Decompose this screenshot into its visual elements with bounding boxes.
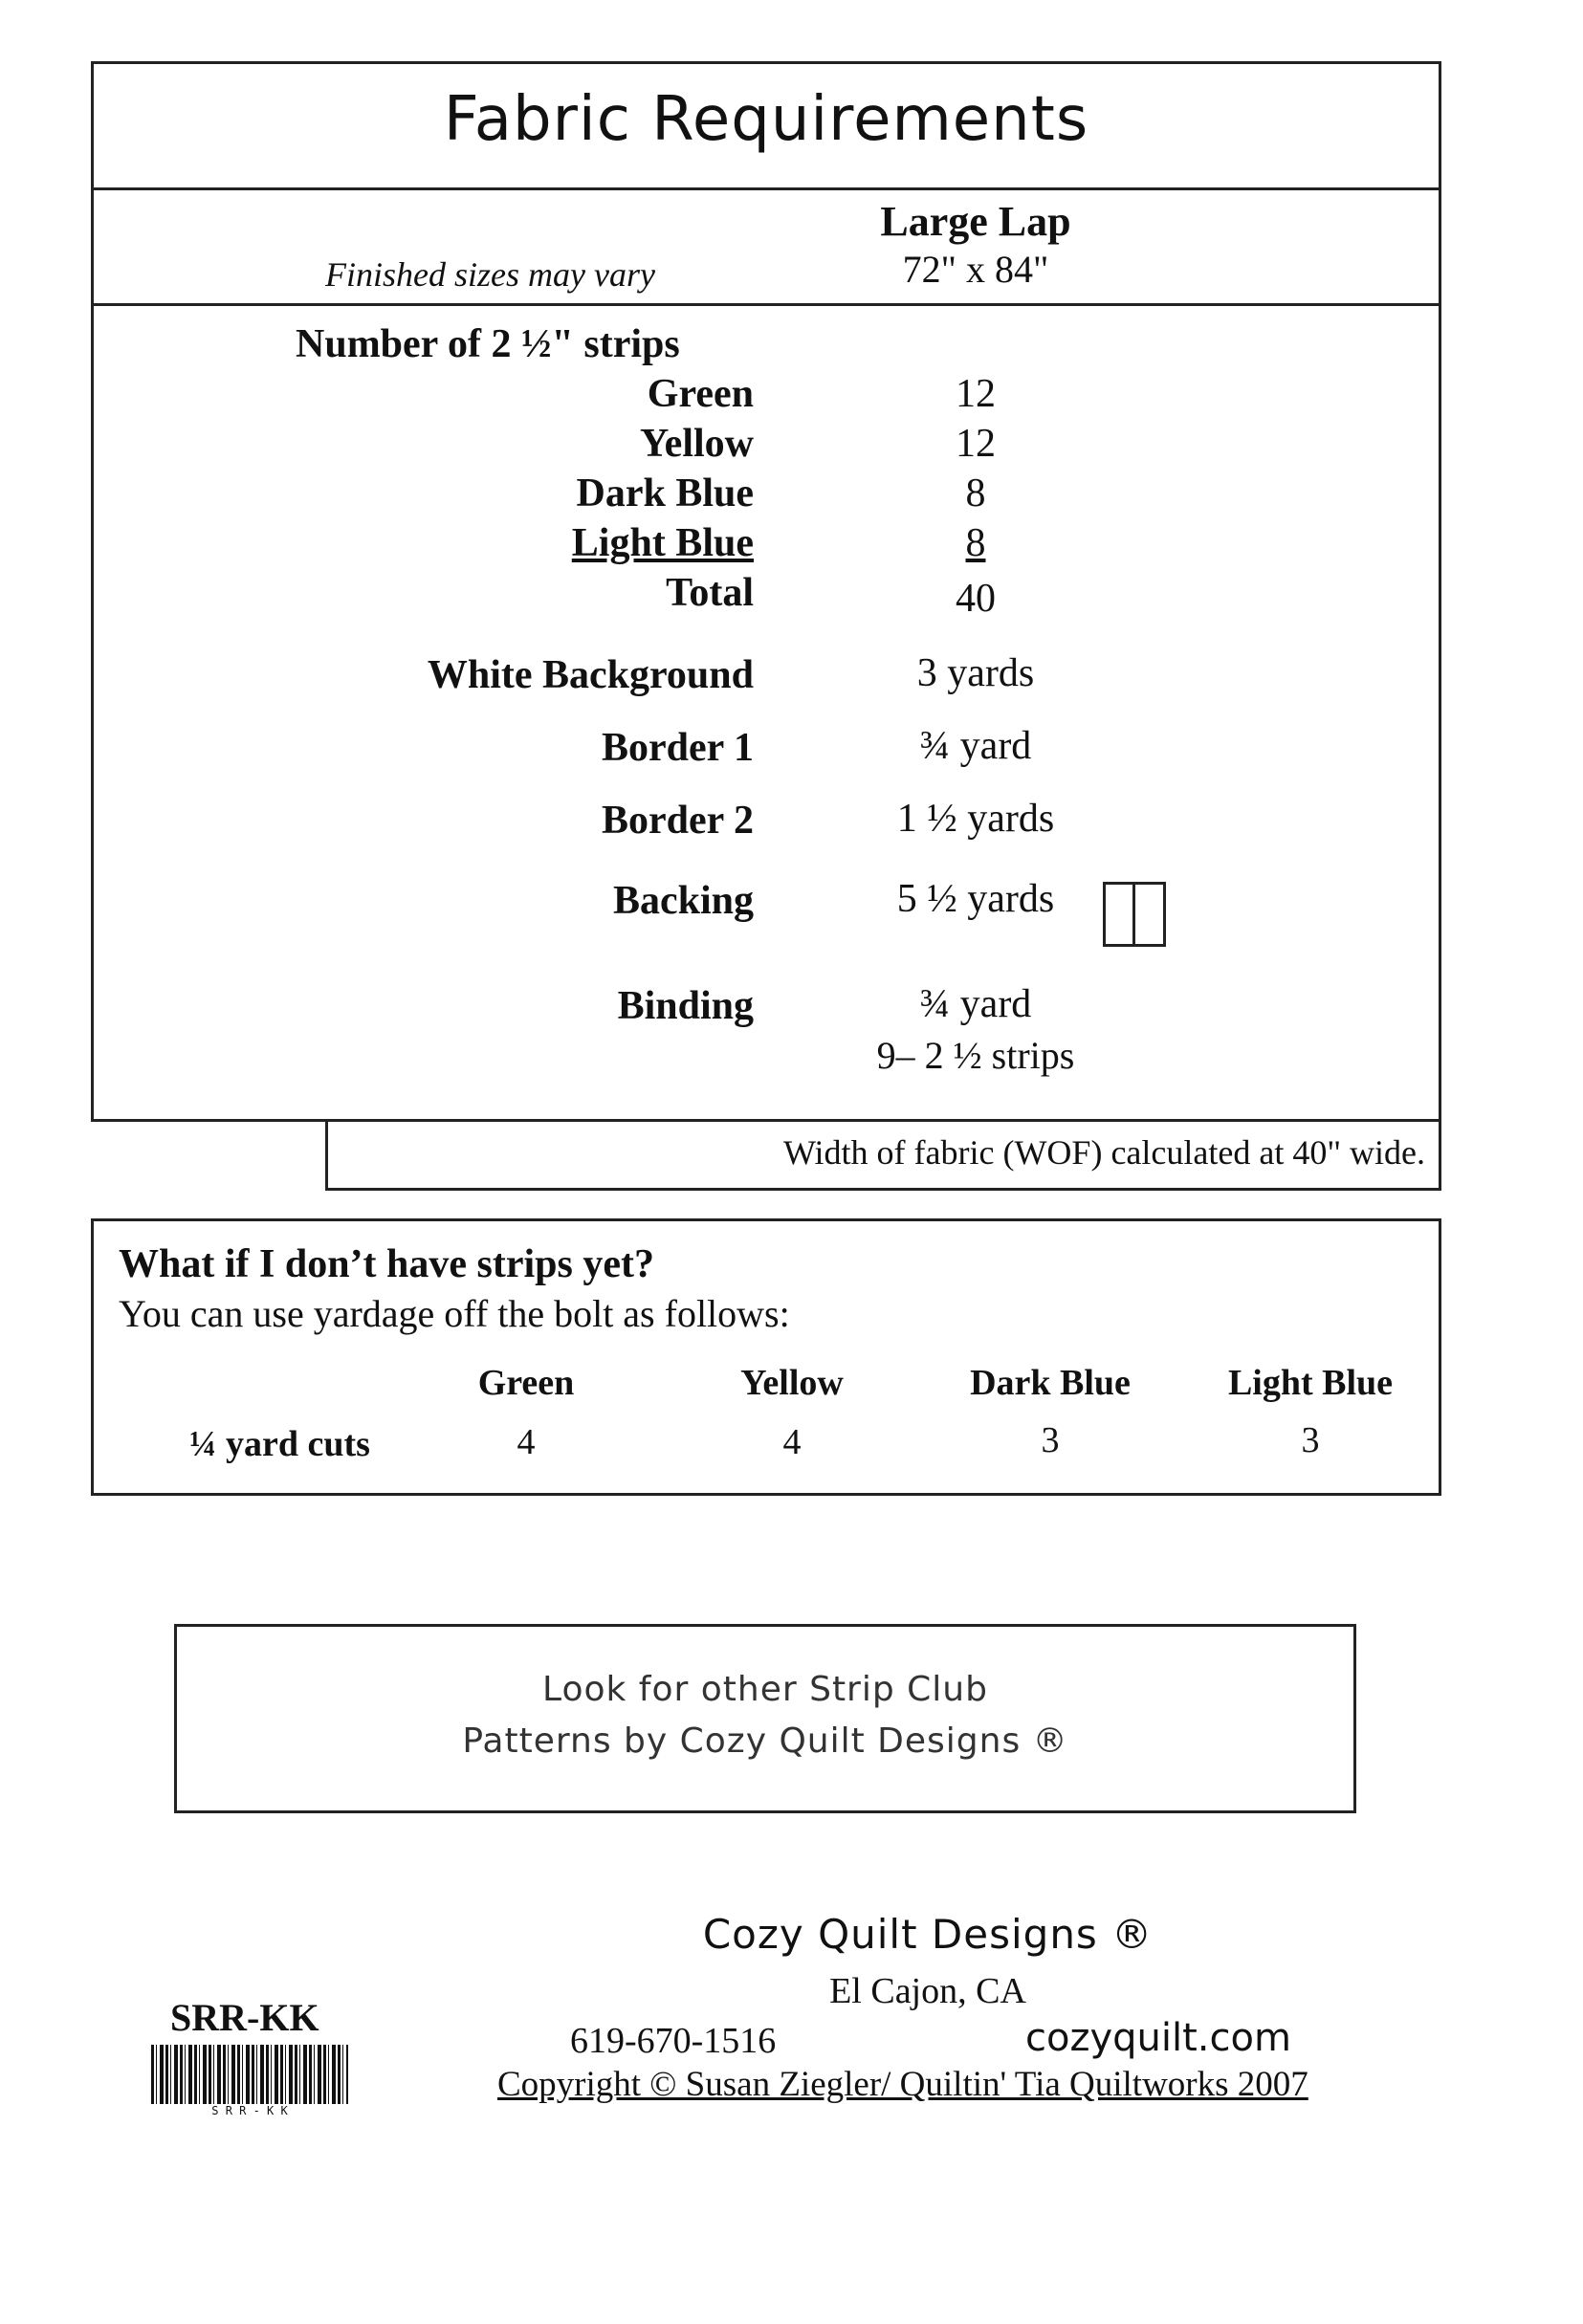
yardage-label-backing: Backing [612, 879, 754, 923]
strip-value-green: 12 [956, 372, 996, 416]
strip-value-yellow: 12 [956, 422, 996, 466]
size-dimensions: 72" x 84" [902, 248, 1049, 291]
strip-label-light-blue: Light Blue [571, 521, 754, 565]
strip-label-dark-blue: Dark Blue [576, 471, 754, 515]
yardage-value-binding: ¾ yard [919, 982, 1032, 1026]
yardage-value-border-1: ¾ yard [919, 724, 1032, 768]
strip-label-light-blue-wrap [287, 520, 754, 566]
company-name: Cozy Quilt Designs ® [702, 1911, 1154, 1958]
size-divider [91, 303, 1441, 306]
strip-label-yellow: Yellow [640, 422, 754, 466]
yardage-label-border-1: Border 1 [601, 726, 754, 770]
yardage-value-binding-strips: 9– 2 ½ strips [876, 1034, 1075, 1077]
copyright-notice: Copyright © Susan Ziegler/ Quiltin' Tia Quiltworks 2007 [497, 2065, 1308, 2104]
cut-value-dark-blue: 3 [1041, 1420, 1060, 1460]
yardage-label-binding: Binding [617, 984, 754, 1028]
promo-line-2: Patterns by Cozy Quilt Designs ® [462, 1721, 1068, 1761]
yardage-label-border-2: Border 2 [601, 799, 754, 843]
strip-value-light-blue: 8 [965, 521, 986, 565]
strip-value-light-blue-wrap [784, 520, 1167, 566]
yardage-label-white-background: White Background [427, 653, 754, 697]
strip-value-total: 40 [956, 577, 996, 621]
promo-line-1: Look for other Strip Club [542, 1670, 988, 1709]
page-title: Fabric Requirements [443, 84, 1089, 155]
barcode [151, 2045, 348, 2104]
wof-note: Width of fabric (WOF) calculated at 40" wide. [783, 1133, 1425, 1172]
cut-column-dark-blue: Dark Blue [970, 1363, 1131, 1403]
cut-value-light-blue: 3 [1301, 1420, 1320, 1460]
product-sku: SRR-KK [170, 1996, 319, 2039]
barcode-text: S R R - K K [211, 2104, 288, 2117]
cut-column-green: Green [477, 1363, 575, 1403]
strip-label-total: Total [666, 571, 754, 615]
yardage-value-white-background: 3 yards [916, 651, 1035, 695]
promo-panel [174, 1624, 1356, 1813]
company-phone: 619-670-1516 [570, 2021, 777, 2061]
yardage-value-backing: 5 ½ yards [896, 877, 1055, 921]
strip-value-dark-blue: 8 [965, 471, 986, 515]
cut-row-label: ¼ yard cuts [189, 1424, 370, 1464]
cut-column-light-blue: Light Blue [1227, 1363, 1394, 1403]
finished-size-note: Finished sizes may vary [325, 255, 655, 294]
cut-value-yellow: 4 [782, 1422, 802, 1462]
cut-column-yellow: Yellow [740, 1363, 844, 1403]
company-location: El Cajon, CA [829, 1971, 1026, 2011]
strips-heading: Number of 2 ½" strips [296, 322, 680, 366]
cut-value-green: 4 [517, 1422, 536, 1462]
strips-subtitle: You can use yardage off the bolt as follows: [119, 1292, 790, 1335]
company-website: cozyquilt.com [1025, 2016, 1291, 2060]
strip-label-green: Green [647, 372, 754, 416]
yardage-value-border-2: 1 ½ yards [896, 797, 1055, 841]
strips-question: What if I don’t have strips yet? [119, 1242, 655, 1286]
backing-seam-icon [1103, 882, 1166, 947]
title-divider [91, 187, 1441, 190]
size-name: Large Lap [880, 198, 1071, 245]
